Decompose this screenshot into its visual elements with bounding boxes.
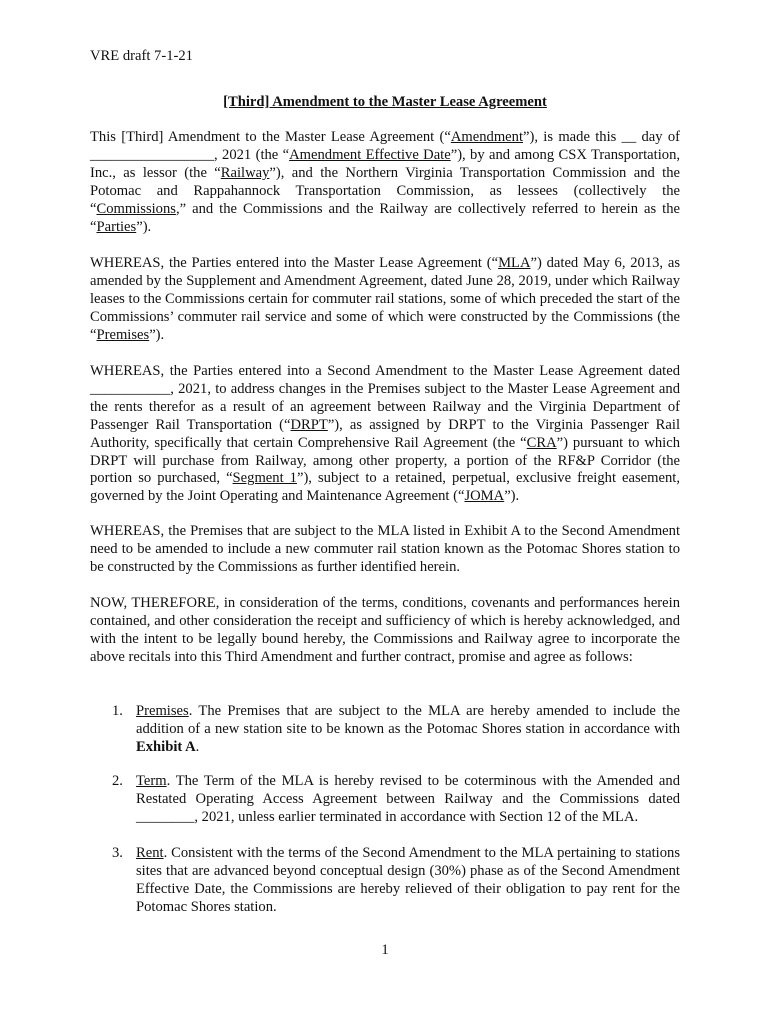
whereas-paragraph-1: WHEREAS, the Parties entered into the Master Lease Agreement (“MLA”) dated May 6, 2013, as amended by the Supplement and Amendment Agreement, dated June 28, 2019, under which Railway leases to the Commissions certain for commuter rail stations, some of which preceded the start of the Commissions’ commuter rail service and some of which were constructed by the Commissions (the “Premises”). (90, 255, 681, 343)
list-item-heading: Rent (136, 845, 164, 861)
document-title: [Third] Amendment to the Master Lease Agreement (223, 94, 547, 110)
defined-term-cra: CRA (526, 434, 557, 451)
defined-term-joma: JOMA (464, 488, 505, 505)
page-number: 1 (381, 942, 389, 958)
list-item-heading: Premises (136, 703, 189, 719)
defined-term-premises: Premises (96, 326, 150, 343)
exhibit-reference: Exhibit A (136, 738, 196, 755)
defined-term-drpt: DRPT (290, 416, 328, 433)
now-therefore-paragraph: NOW, THEREFORE, in consideration of the terms, conditions, covenants and performances herein contained, and other consideration the receipt and sufficiency of which is hereby acknowledged, and with the intent to be legally bound hereby, the Commissions and Railway agree to incorporate the above recitals into this Third Amendment and further contract, promise and agree as follows: (90, 595, 680, 665)
draft-header: VRE draft 7-1-21 (90, 48, 193, 64)
list-item-number: 3. (112, 845, 123, 861)
defined-term-parties: Parties (96, 218, 137, 235)
intro-paragraph: This [Third] Amendment to the Master Lease Agreement (“Amendment”), is made this __ day of _________________, 2021 (the “Amendment Effective Date”), by and among CSX Transportation, Inc., as lessor (the “Railway”), and the Northern Virginia Transportation Commission and the Potomac and Rappahannock Transportation Commission, as lessees (collectively the “Commissions,” and the Commissions and the Railway are collectively referred to herein as the “Parties”). (90, 129, 681, 235)
list-item-number: 2. (112, 773, 123, 789)
defined-term-commissions: Commissions (96, 200, 176, 217)
list-item-body: Premises. The Premises that are subject to the MLA are hereby amended to include the addition of a new station site to be known as the Potomac Shores station in accordance with Exhibit A. (136, 703, 680, 755)
list-item-body: Rent. Consistent with the terms of the Second Amendment to the MLA pertaining to stations sites that are advanced beyond conceptual design (30%) phase as of the Second Amendment Effective Date, the Commissions are hereby relieved of their obligation to pay rent for the Potomac Shores station. (136, 845, 680, 915)
list-item-number: 1. (112, 703, 123, 719)
whereas-paragraph-3: WHEREAS, the Premises that are subject to the MLA listed in Exhibit A to the Second Amendment need to be amended to include a new commuter rail station known as the Potomac Shores station to be constructed by the Commissions as further identified herein. (90, 523, 680, 575)
defined-term-railway: Railway (220, 164, 270, 181)
defined-term-segment-1: Segment 1 (232, 470, 297, 487)
whereas-paragraph-2: WHEREAS, the Parties entered into a Second Amendment to the Master Lease Agreement dated ___________, 2021, to address changes in the Premises subject to the Master Lease Agreement and the rents therefor as a result of an agreement between Railway and the Virginia Department of Passenger Rail Transportation (“DRPT”), as assigned by DRPT to the Virginia Passenger Rail Authority, specifically that certain Comprehensive Rail Agreement (the “CRA”) pursuant to which DRPT will purchase from Railway, among other property, a portion of the RF&P Corridor (the portion so purchased, “Segment 1”), subject to a retained, perpetual, exclusive freight easement, governed by the Joint Operating and Maintenance Agreement (“JOMA”). (90, 363, 681, 505)
defined-term-mla: MLA (498, 255, 531, 271)
list-item-body: Term. The Term of the MLA is hereby revised to be coterminous with the Amended and Restated Operating Access Agreement between Railway and the Commissions dated ________, 2021, unless earlier terminated in accordance with Section 12 of the MLA. (136, 773, 680, 825)
defined-term-effective-date: Amendment Effective Date (289, 146, 451, 163)
defined-term-amendment: Amendment (450, 129, 524, 145)
list-item-heading: Term (136, 773, 167, 789)
